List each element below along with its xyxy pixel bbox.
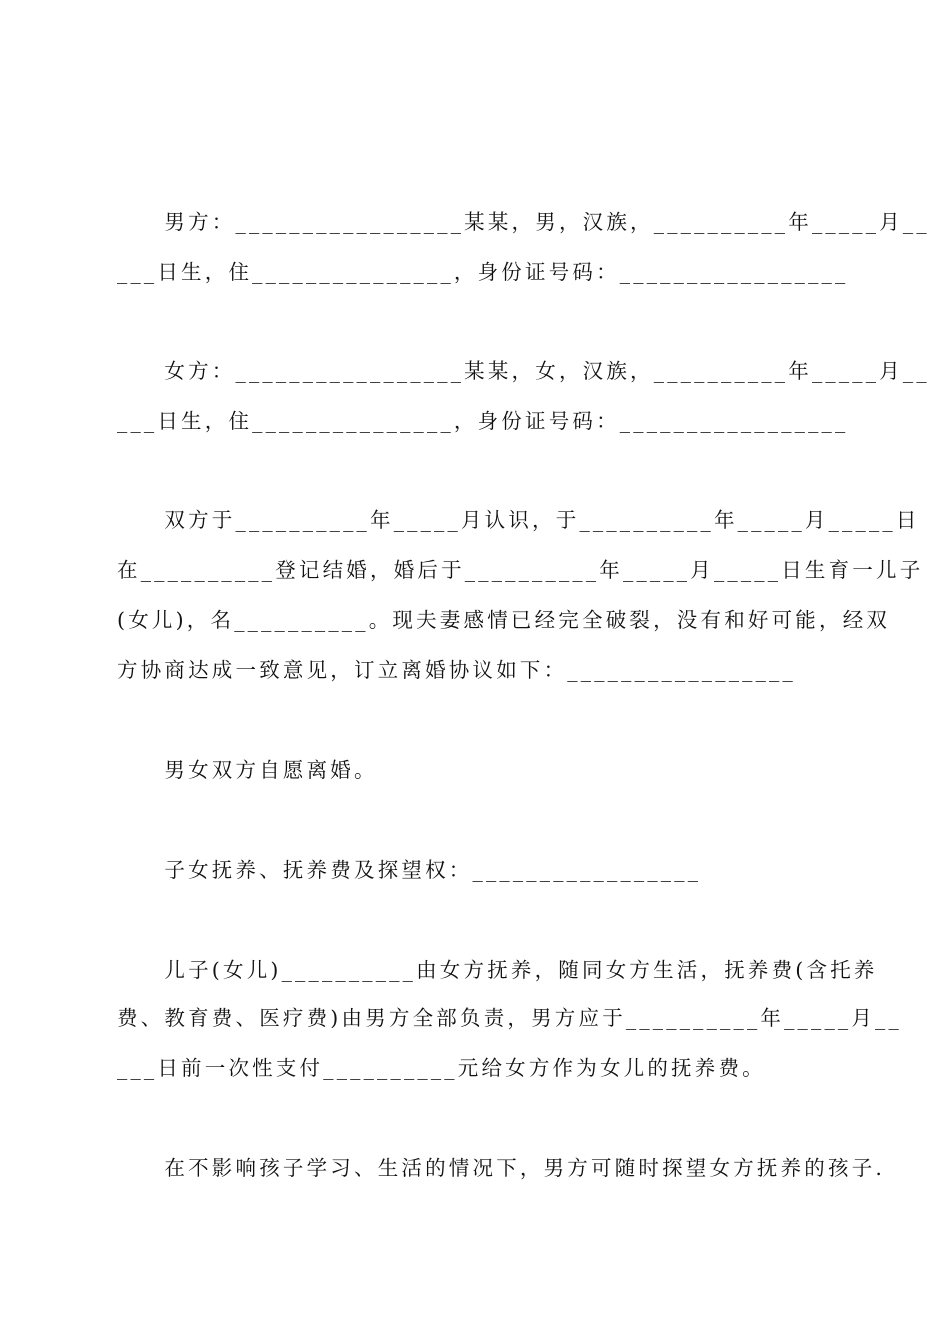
- paragraph-woman-line-1: 女方：_________________某某，女，汉族，__________年_____月__: [117, 359, 930, 383]
- paragraph-support-line-2: 费、教育费、医疗费)由男方全部负责，男方应于__________年_____月__: [117, 1006, 902, 1030]
- paragraph-divorce: 男女双方自愿离婚。: [117, 758, 378, 782]
- paragraph-custody-heading: 子女抚养、抚养费及探望权：_________________: [117, 858, 702, 882]
- paragraph-marriage-line-1: 双方于__________年_____月认识，于__________年_____月_____日: [117, 508, 920, 532]
- paragraph-man-line-2: ___日生，住_______________，身份证号码：_________________: [117, 260, 849, 284]
- paragraph-support-line-3: ___日前一次性支付__________元给女方作为女儿的抚养费。: [117, 1056, 766, 1080]
- paragraph-marriage-line-4: 方协商达成一致意见，订立离婚协议如下：_________________: [117, 658, 796, 682]
- paragraph-man-line-1: 男方：_________________某某，男，汉族，__________年_____月__: [117, 210, 930, 234]
- paragraph-marriage-line-2: 在__________登记结婚，婚后于__________年_____月_____日生育一儿子: [117, 558, 924, 582]
- paragraph-visitation: 在不影响孩子学习、生活的情况下，男方可随时探望女方抚养的孩子.: [117, 1156, 886, 1180]
- paragraph-marriage-line-3: (女儿)，名__________。现夫妻感情已经完全破裂，没有和好可能，经双: [117, 608, 891, 632]
- paragraph-support-line-1: 儿子(女儿)__________由女方抚养，随同女方生活，抚养费(含托养: [117, 958, 878, 982]
- paragraph-woman-line-2: ___日生，住_______________，身份证号码：_________________: [117, 409, 849, 433]
